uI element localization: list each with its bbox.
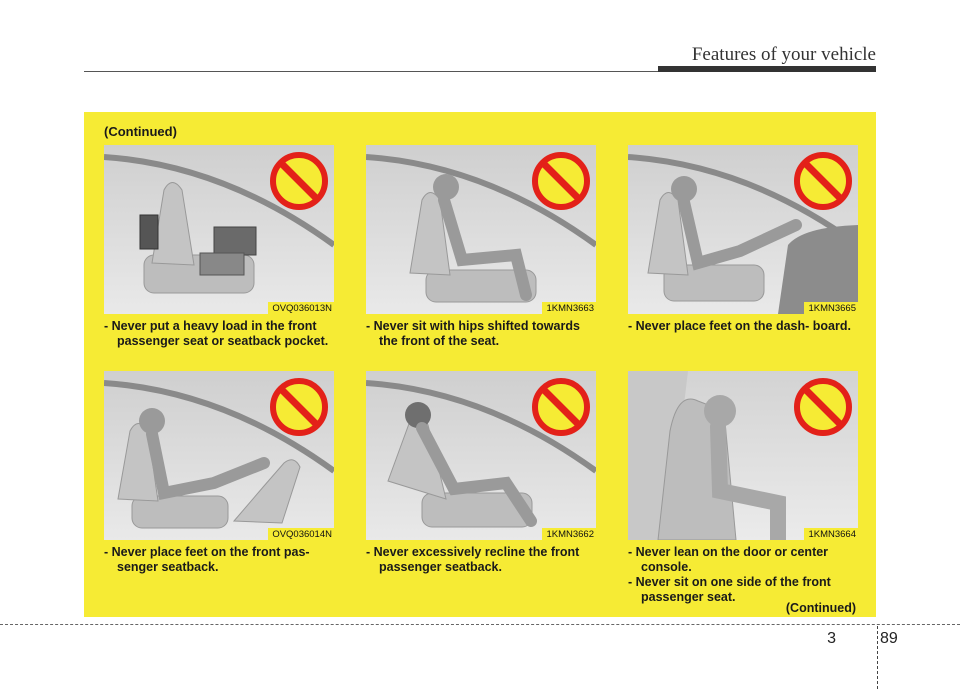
footer-vline — [877, 626, 878, 689]
caption-recline — [366, 545, 598, 575]
prohibition-icon — [530, 150, 592, 212]
caption-line: - Never place feet on the front pas- senger seatback. — [104, 545, 310, 574]
section-number: 3 — [827, 630, 836, 647]
figure-feet-seatback — [104, 371, 334, 540]
header-title: Features of your vehicle — [691, 44, 876, 65]
caption-lean-door — [628, 545, 860, 605]
continued-top-label: (Continued) — [104, 124, 177, 139]
caption-line: - Never put a heavy load in the front passenger seat or seatback pocket. — [104, 319, 329, 348]
prohibition-icon — [792, 376, 854, 438]
figure-code: OVQ036013N — [268, 302, 334, 314]
figure-code: 1KMN3663 — [542, 302, 596, 314]
prohibition-icon — [268, 376, 330, 438]
caption-line: - Never sit on one side of the front passenger seat. — [628, 575, 831, 604]
page-number-value: 89 — [880, 630, 898, 647]
figure-code: OVQ036014N — [268, 528, 334, 540]
caption-line: - Never sit with hips shifted towards the front of the seat. — [366, 319, 580, 348]
figure-code: 1KMN3664 — [804, 528, 858, 540]
prohibition-icon — [268, 150, 330, 212]
caption-line: - Never place feet on the dash- board. — [628, 319, 851, 333]
figure-code: 1KMN3665 — [804, 302, 858, 314]
prohibition-icon — [530, 376, 592, 438]
figure-code: 1KMN3662 — [542, 528, 596, 540]
caption-line: - Never lean on the door or center console. — [628, 545, 829, 574]
caption-heavy-load — [104, 319, 336, 349]
caption-feet-seatback — [104, 545, 336, 575]
footer-hline — [0, 624, 960, 625]
continued-bottom-label: (Continued) — [785, 601, 856, 615]
figure-lean-door — [628, 371, 858, 540]
prohibition-icon — [792, 150, 854, 212]
figure-recline — [366, 371, 596, 540]
caption-feet-dashboard — [628, 319, 860, 334]
figure-hips-shifted — [366, 145, 596, 314]
figure-feet-dashboard — [628, 145, 858, 314]
caption-line: - Never excessively recline the front passenger seatback. — [366, 545, 580, 574]
caption-hips-shifted — [366, 319, 598, 349]
figure-heavy-load — [104, 145, 334, 314]
header-rule-thick — [658, 66, 876, 72]
